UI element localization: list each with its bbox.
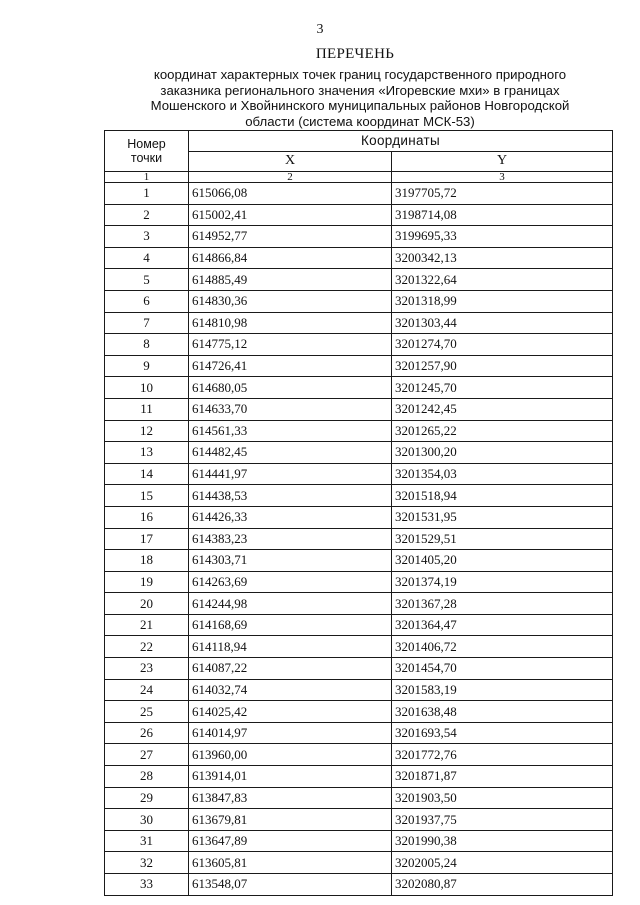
point-number-cell: 32 [105, 852, 189, 874]
point-number-cell: 2 [105, 204, 189, 226]
point-number-cell: 8 [105, 334, 189, 356]
point-number-cell: 24 [105, 679, 189, 701]
x-coordinate-cell: 615002,41 [189, 204, 392, 226]
table-row [105, 658, 613, 680]
point-number-cell: 22 [105, 636, 189, 658]
point-number-cell: 30 [105, 809, 189, 831]
point-number-cell: 25 [105, 701, 189, 723]
x-coordinate-cell: 613679,81 [189, 809, 392, 831]
x-coordinate-cell: 614383,23 [189, 528, 392, 550]
y-coordinate-cell: 3201364,47 [392, 614, 613, 636]
table-row [105, 874, 613, 896]
point-number-cell: 6 [105, 290, 189, 312]
y-coordinate-cell: 3201318,99 [392, 290, 613, 312]
table-row [105, 528, 613, 550]
point-number-cell: 26 [105, 722, 189, 744]
y-coordinate-cell: 3201300,20 [392, 442, 613, 464]
x-coordinate-cell: 613914,01 [189, 766, 392, 788]
y-coordinate-cell: 3202080,87 [392, 874, 613, 896]
table-row [105, 398, 613, 420]
header-point-number-line1: Номер [127, 137, 166, 151]
table-row [105, 485, 613, 507]
table-row [105, 290, 613, 312]
point-number-cell: 11 [105, 398, 189, 420]
column-index-2: 2 [189, 172, 392, 183]
x-coordinate-cell: 614438,53 [189, 485, 392, 507]
x-coordinate-cell: 614830,36 [189, 290, 392, 312]
y-coordinate-cell: 3201405,20 [392, 550, 613, 572]
y-coordinate-cell: 3201265,22 [392, 420, 613, 442]
point-number-cell: 15 [105, 485, 189, 507]
point-number-cell: 14 [105, 463, 189, 485]
y-coordinate-cell: 3201990,38 [392, 830, 613, 852]
table-row [105, 506, 613, 528]
point-number-cell: 23 [105, 658, 189, 680]
y-coordinate-cell: 3201937,75 [392, 809, 613, 831]
point-number-cell: 3 [105, 226, 189, 248]
table-row [105, 550, 613, 572]
point-number-cell: 31 [105, 830, 189, 852]
table-header [105, 131, 613, 183]
y-coordinate-cell: 3199695,33 [392, 226, 613, 248]
point-number-cell: 16 [105, 506, 189, 528]
x-coordinate-cell: 614482,45 [189, 442, 392, 464]
table-row [105, 183, 613, 205]
x-coordinate-cell: 613548,07 [189, 874, 392, 896]
point-number-cell: 13 [105, 442, 189, 464]
x-coordinate-cell: 614952,77 [189, 226, 392, 248]
table-row [105, 679, 613, 701]
y-coordinate-cell: 3201322,64 [392, 269, 613, 291]
y-coordinate-cell: 3201374,19 [392, 571, 613, 593]
x-coordinate-cell: 614303,71 [189, 550, 392, 572]
point-number-cell: 7 [105, 312, 189, 334]
y-coordinate-cell: 3198714,08 [392, 204, 613, 226]
x-coordinate-cell: 614726,41 [189, 355, 392, 377]
table-row [105, 463, 613, 485]
table-row [105, 636, 613, 658]
point-number-cell: 28 [105, 766, 189, 788]
x-coordinate-cell: 614263,69 [189, 571, 392, 593]
y-coordinate-cell: 3201406,72 [392, 636, 613, 658]
x-coordinate-cell: 614168,69 [189, 614, 392, 636]
y-coordinate-cell: 3201531,95 [392, 506, 613, 528]
x-coordinate-cell: 614244,98 [189, 593, 392, 615]
table-row [105, 787, 613, 809]
x-coordinate-cell: 615066,08 [189, 183, 392, 205]
table-row [105, 226, 613, 248]
x-coordinate-cell: 614014,97 [189, 722, 392, 744]
point-number-cell: 10 [105, 377, 189, 399]
x-coordinate-cell: 614118,94 [189, 636, 392, 658]
table-row [105, 571, 613, 593]
document-subtitle [125, 67, 595, 129]
y-coordinate-cell: 3201583,19 [392, 679, 613, 701]
y-coordinate-cell: 3201518,94 [392, 485, 613, 507]
y-coordinate-cell: 3201257,90 [392, 355, 613, 377]
point-number-cell: 12 [105, 420, 189, 442]
x-coordinate-cell: 614885,49 [189, 269, 392, 291]
subtitle-line: области (система координат МСК-53) [245, 113, 475, 129]
table-row [105, 830, 613, 852]
table-row [105, 269, 613, 291]
x-coordinate-cell: 613847,83 [189, 787, 392, 809]
y-coordinate-cell: 3201638,48 [392, 701, 613, 723]
y-coordinate-cell: 3201367,28 [392, 593, 613, 615]
y-coordinate-cell: 3201772,76 [392, 744, 613, 766]
x-coordinate-cell: 614441,97 [189, 463, 392, 485]
x-coordinate-cell: 614426,33 [189, 506, 392, 528]
point-number-cell: 1 [105, 183, 189, 205]
table-row [105, 701, 613, 723]
y-coordinate-cell: 3201903,50 [392, 787, 613, 809]
table-row [105, 204, 613, 226]
x-coordinate-cell: 614810,98 [189, 312, 392, 334]
column-index-3: 3 [392, 172, 613, 183]
table-row [105, 614, 613, 636]
header-coordinates: Координаты [189, 131, 613, 152]
y-coordinate-cell: 3201354,03 [392, 463, 613, 485]
subtitle-line: координат характерных точек границ государственного природного [153, 67, 567, 82]
table-row [105, 809, 613, 831]
header-x: X [189, 151, 392, 172]
point-number-cell: 27 [105, 744, 189, 766]
x-coordinate-cell: 614032,74 [189, 679, 392, 701]
table-row [105, 593, 613, 615]
document-title: ПЕРЕЧЕНЬ [315, 46, 395, 62]
table-row [105, 722, 613, 744]
x-coordinate-cell: 614633,70 [189, 398, 392, 420]
coordinates-table [104, 130, 613, 896]
y-coordinate-cell: 3201274,70 [392, 334, 613, 356]
table-body [105, 183, 613, 896]
x-coordinate-cell: 613605,81 [189, 852, 392, 874]
y-coordinate-cell: 3201693,54 [392, 722, 613, 744]
header-point-number [105, 131, 189, 172]
y-coordinate-cell: 3201242,45 [392, 398, 613, 420]
x-coordinate-cell: 614025,42 [189, 701, 392, 723]
y-coordinate-cell: 3201454,70 [392, 658, 613, 680]
table-row [105, 377, 613, 399]
table-row [105, 334, 613, 356]
header-y: Y [392, 151, 613, 172]
subtitle-line: Мошенского и Хвойнинского муниципальных районов Новгородской [150, 98, 570, 113]
table-row [105, 247, 613, 269]
x-coordinate-cell: 613960,00 [189, 744, 392, 766]
y-coordinate-cell: 3201871,87 [392, 766, 613, 788]
y-coordinate-cell: 3200342,13 [392, 247, 613, 269]
header-point-number-line2: точки [130, 151, 163, 165]
table-row [105, 442, 613, 464]
y-coordinate-cell: 3201529,51 [392, 528, 613, 550]
y-coordinate-cell: 3202005,24 [392, 852, 613, 874]
table-row [105, 744, 613, 766]
table-row [105, 312, 613, 334]
table-row [105, 766, 613, 788]
x-coordinate-cell: 614775,12 [189, 334, 392, 356]
point-number-cell: 29 [105, 787, 189, 809]
x-coordinate-cell: 614680,05 [189, 377, 392, 399]
table-row [105, 852, 613, 874]
point-number-cell: 19 [105, 571, 189, 593]
table-row [105, 355, 613, 377]
point-number-cell: 4 [105, 247, 189, 269]
x-coordinate-cell: 614087,22 [189, 658, 392, 680]
x-coordinate-cell: 614561,33 [189, 420, 392, 442]
subtitle-line: заказника регионального значения «Игоревские мхи» в границах [160, 82, 560, 98]
point-number-cell: 9 [105, 355, 189, 377]
y-coordinate-cell: 3197705,72 [392, 183, 613, 205]
point-number-cell: 33 [105, 874, 189, 896]
point-number-cell: 21 [105, 614, 189, 636]
x-coordinate-cell: 614866,84 [189, 247, 392, 269]
point-number-cell: 17 [105, 528, 189, 550]
page-number: 3 [316, 22, 324, 37]
x-coordinate-cell: 613647,89 [189, 830, 392, 852]
table-row [105, 420, 613, 442]
point-number-cell: 20 [105, 593, 189, 615]
y-coordinate-cell: 3201303,44 [392, 312, 613, 334]
point-number-cell: 18 [105, 550, 189, 572]
point-number-cell: 5 [105, 269, 189, 291]
column-index-1: 1 [105, 172, 189, 183]
y-coordinate-cell: 3201245,70 [392, 377, 613, 399]
